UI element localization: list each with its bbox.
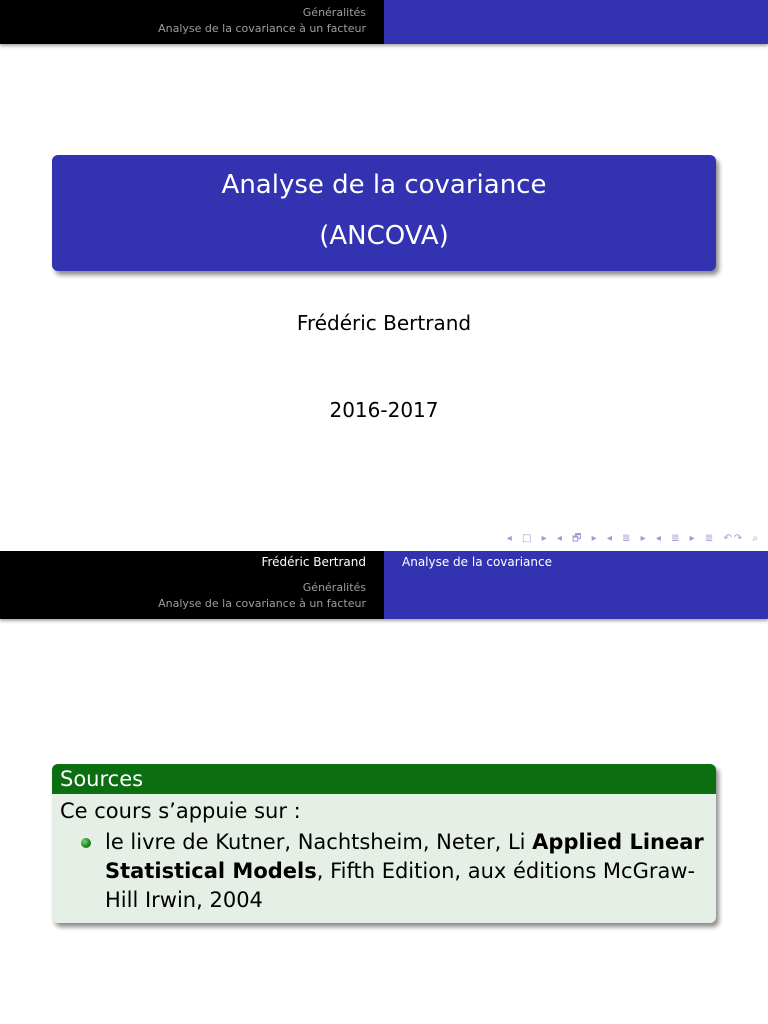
footer-author: Frédéric Bertrand <box>0 551 384 575</box>
title-line-1: Analyse de la covariance <box>221 170 547 200</box>
title-line-2: (ANCOVA) <box>319 221 449 251</box>
nav-back-forward-icon[interactable]: ↶↷ <box>723 533 745 544</box>
source-item-prefix: le livre de Kutner, Nachtsheim, Neter, Li <box>105 830 533 854</box>
header-right-panel <box>384 575 768 619</box>
slide1-header <box>0 0 768 44</box>
slide2-header <box>0 575 768 619</box>
header-section-link[interactable]: Généralités <box>302 581 366 594</box>
list-item <box>105 828 708 915</box>
bullet-icon <box>81 838 91 848</box>
nav-prev-subsection-icon[interactable]: ◂ <box>556 533 564 544</box>
header-right-panel <box>384 0 768 44</box>
nav-next-doc-icon[interactable]: ▸ <box>689 533 697 544</box>
nav-section-icon[interactable]: ≣ <box>622 533 633 544</box>
nav-search-icon[interactable]: ⌕ <box>752 533 760 544</box>
header-subsection-link[interactable]: Analyse de la covariance à un facteur <box>158 22 366 35</box>
beamer-nav-symbols <box>504 531 760 548</box>
nav-prev-section-icon[interactable]: ◂ <box>606 533 614 544</box>
nav-next-subsection-icon[interactable]: ▸ <box>591 533 599 544</box>
source-book-title: Applied Linear Statistical Models <box>105 830 704 883</box>
sources-list <box>60 828 708 915</box>
header-left-panel <box>0 0 384 44</box>
nav-prev-frame-icon[interactable]: ◂ <box>506 533 514 544</box>
nav-doc-icon[interactable]: ≣ <box>671 533 682 544</box>
sources-block-title: Sources <box>52 764 716 794</box>
sources-intro: Ce cours s’appuie sur : <box>60 799 301 823</box>
slide1-footer <box>0 551 768 575</box>
title-block <box>52 155 716 271</box>
nav-prev-doc-icon[interactable]: ◂ <box>655 533 663 544</box>
date: 2016-2017 <box>329 398 439 422</box>
header-subsection-link[interactable]: Analyse de la covariance à un facteur <box>158 597 366 610</box>
nav-next-frame-icon[interactable]: ▸ <box>541 533 549 544</box>
header-breadcrumb <box>158 5 366 37</box>
sources-block <box>52 764 716 923</box>
source-item-suffix: , Fifth Edition, aux éditions McGraw-Hill Irwin, 2004 <box>105 859 696 912</box>
nav-frame-icon[interactable]: □ <box>521 533 534 544</box>
header-section-link[interactable]: Généralités <box>302 6 366 19</box>
nav-next-section-icon[interactable]: ▸ <box>640 533 648 544</box>
footer-title: Analyse de la covariance <box>384 551 768 575</box>
header-left-panel <box>0 575 384 619</box>
author-name: Frédéric Bertrand <box>296 311 472 335</box>
nav-appendix-icon[interactable]: ≣ <box>704 533 716 544</box>
sources-block-body <box>52 794 716 915</box>
nav-subsection-icon[interactable]: 🗗 <box>572 533 584 544</box>
header-breadcrumb <box>158 580 366 612</box>
